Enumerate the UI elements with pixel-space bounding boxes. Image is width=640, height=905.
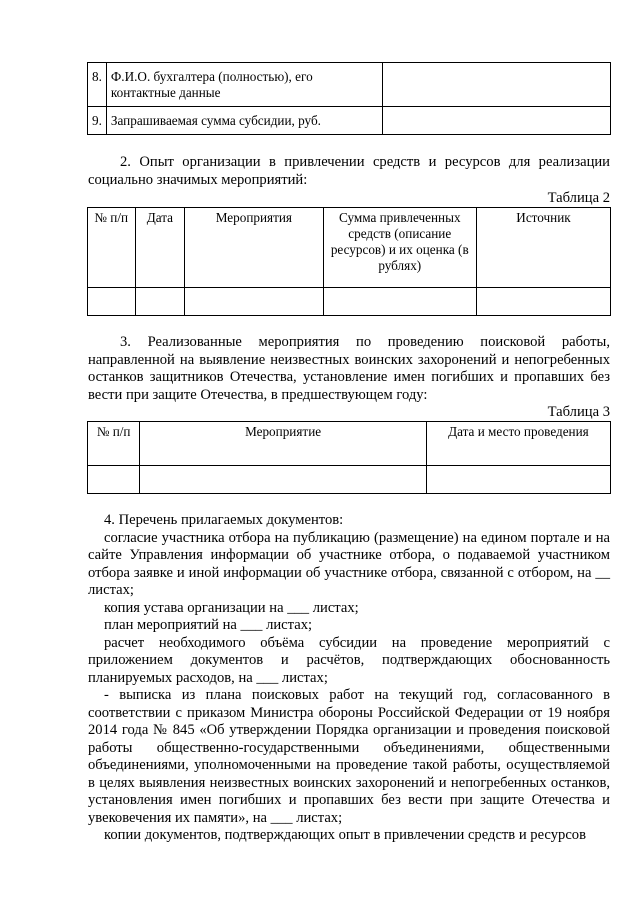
column-header: Сумма привлеченных средств (описание ресурсов) и их оценка (в рублях) — [323, 208, 476, 288]
table-row — [88, 107, 611, 135]
table-header-row — [88, 208, 611, 288]
document-list-item: согласие участника отбора на публикацию (размещение) на едином портале и на сайте Управления информации об участнике отбора, о подаваемой участником отбора заявке и иной информации об участнике отбора, связанной с отбором, на __ листах; — [88, 529, 610, 598]
column-header: Дата и место проведения — [426, 422, 610, 466]
table-1-continuation — [87, 62, 611, 135]
table-cell — [323, 288, 476, 316]
section-3-heading: 3. Реализованные мероприятия по проведению поисковой работы, направленной на выявление неизвестных воинских захоронений и непогребенных останков защитников Отечества, установление имен погибших и пропавших без вести при защите Отечества, в предшествующем году: — [88, 334, 610, 403]
table-2 — [87, 207, 611, 316]
table-cell — [426, 466, 610, 494]
column-header: Мероприятие — [140, 422, 427, 466]
section-2-heading: 2. Опыт организации в привлечении средств и ресурсов для реализации социально значимых мероприятий: — [88, 154, 610, 188]
section-4 — [88, 512, 610, 845]
table-cell — [476, 288, 610, 316]
table-header-row — [88, 422, 611, 466]
document-list-item: копии документов, подтверждающих опыт в привлечении средств и ресурсов — [104, 827, 586, 843]
table-cell — [185, 288, 323, 316]
table-3 — [87, 421, 611, 494]
column-header: № п/п — [88, 208, 136, 288]
document-list-item: расчет необходимого объёма субсидии на проведение мероприятий с приложением документов и расчётов, подтверждающих обоснованность планируемых расходов, на ___ листах; — [88, 634, 610, 686]
row-value — [383, 107, 611, 135]
row-value — [383, 63, 611, 107]
document-list-item: план мероприятий на ___ листах; — [104, 617, 313, 633]
table-cell — [135, 288, 185, 316]
table-cell — [88, 466, 140, 494]
row-number: 9. — [88, 107, 107, 135]
table-row — [88, 466, 611, 494]
table-cell — [140, 466, 427, 494]
column-header: Мероприятия — [185, 208, 323, 288]
table-3-caption: Таблица 3 — [547, 404, 610, 420]
table-2-caption: Таблица 2 — [547, 190, 610, 206]
column-header: Источник — [476, 208, 610, 288]
table-row — [88, 63, 611, 107]
row-label: Ф.И.О. бухгалтера (полностью), его контактные данные — [106, 63, 383, 107]
table-cell — [88, 288, 136, 316]
document-list-item: копия устава организации на ___ листах; — [104, 599, 359, 616]
column-header: № п/п — [88, 422, 140, 466]
row-label: Запрашиваемая сумма субсидии, руб. — [106, 107, 383, 135]
document-list-item: - выписка из плана поисковых работ на текущий год, согласованного в соответствии с приказом Министра обороны Российской Федерации от 19 ноября 2014 года № 845 «Об утверждении Порядка организации и проведения поисковой работы общественно-государственными объединениями, общественными объединениями, уполномоченными на проведение такой работы, осуществляемой в целях выявления неизвестных воинских захоронений и непогребенных останков, установления имен погибших и пропавших без вести при защите Отечества и увековечения их памяти», на ___ листах; — [88, 687, 610, 826]
section-4-heading: 4. Перечень прилагаемых документов: — [104, 512, 344, 528]
column-header: Дата — [135, 208, 185, 288]
table-row — [88, 288, 611, 316]
row-number: 8. — [88, 63, 107, 107]
